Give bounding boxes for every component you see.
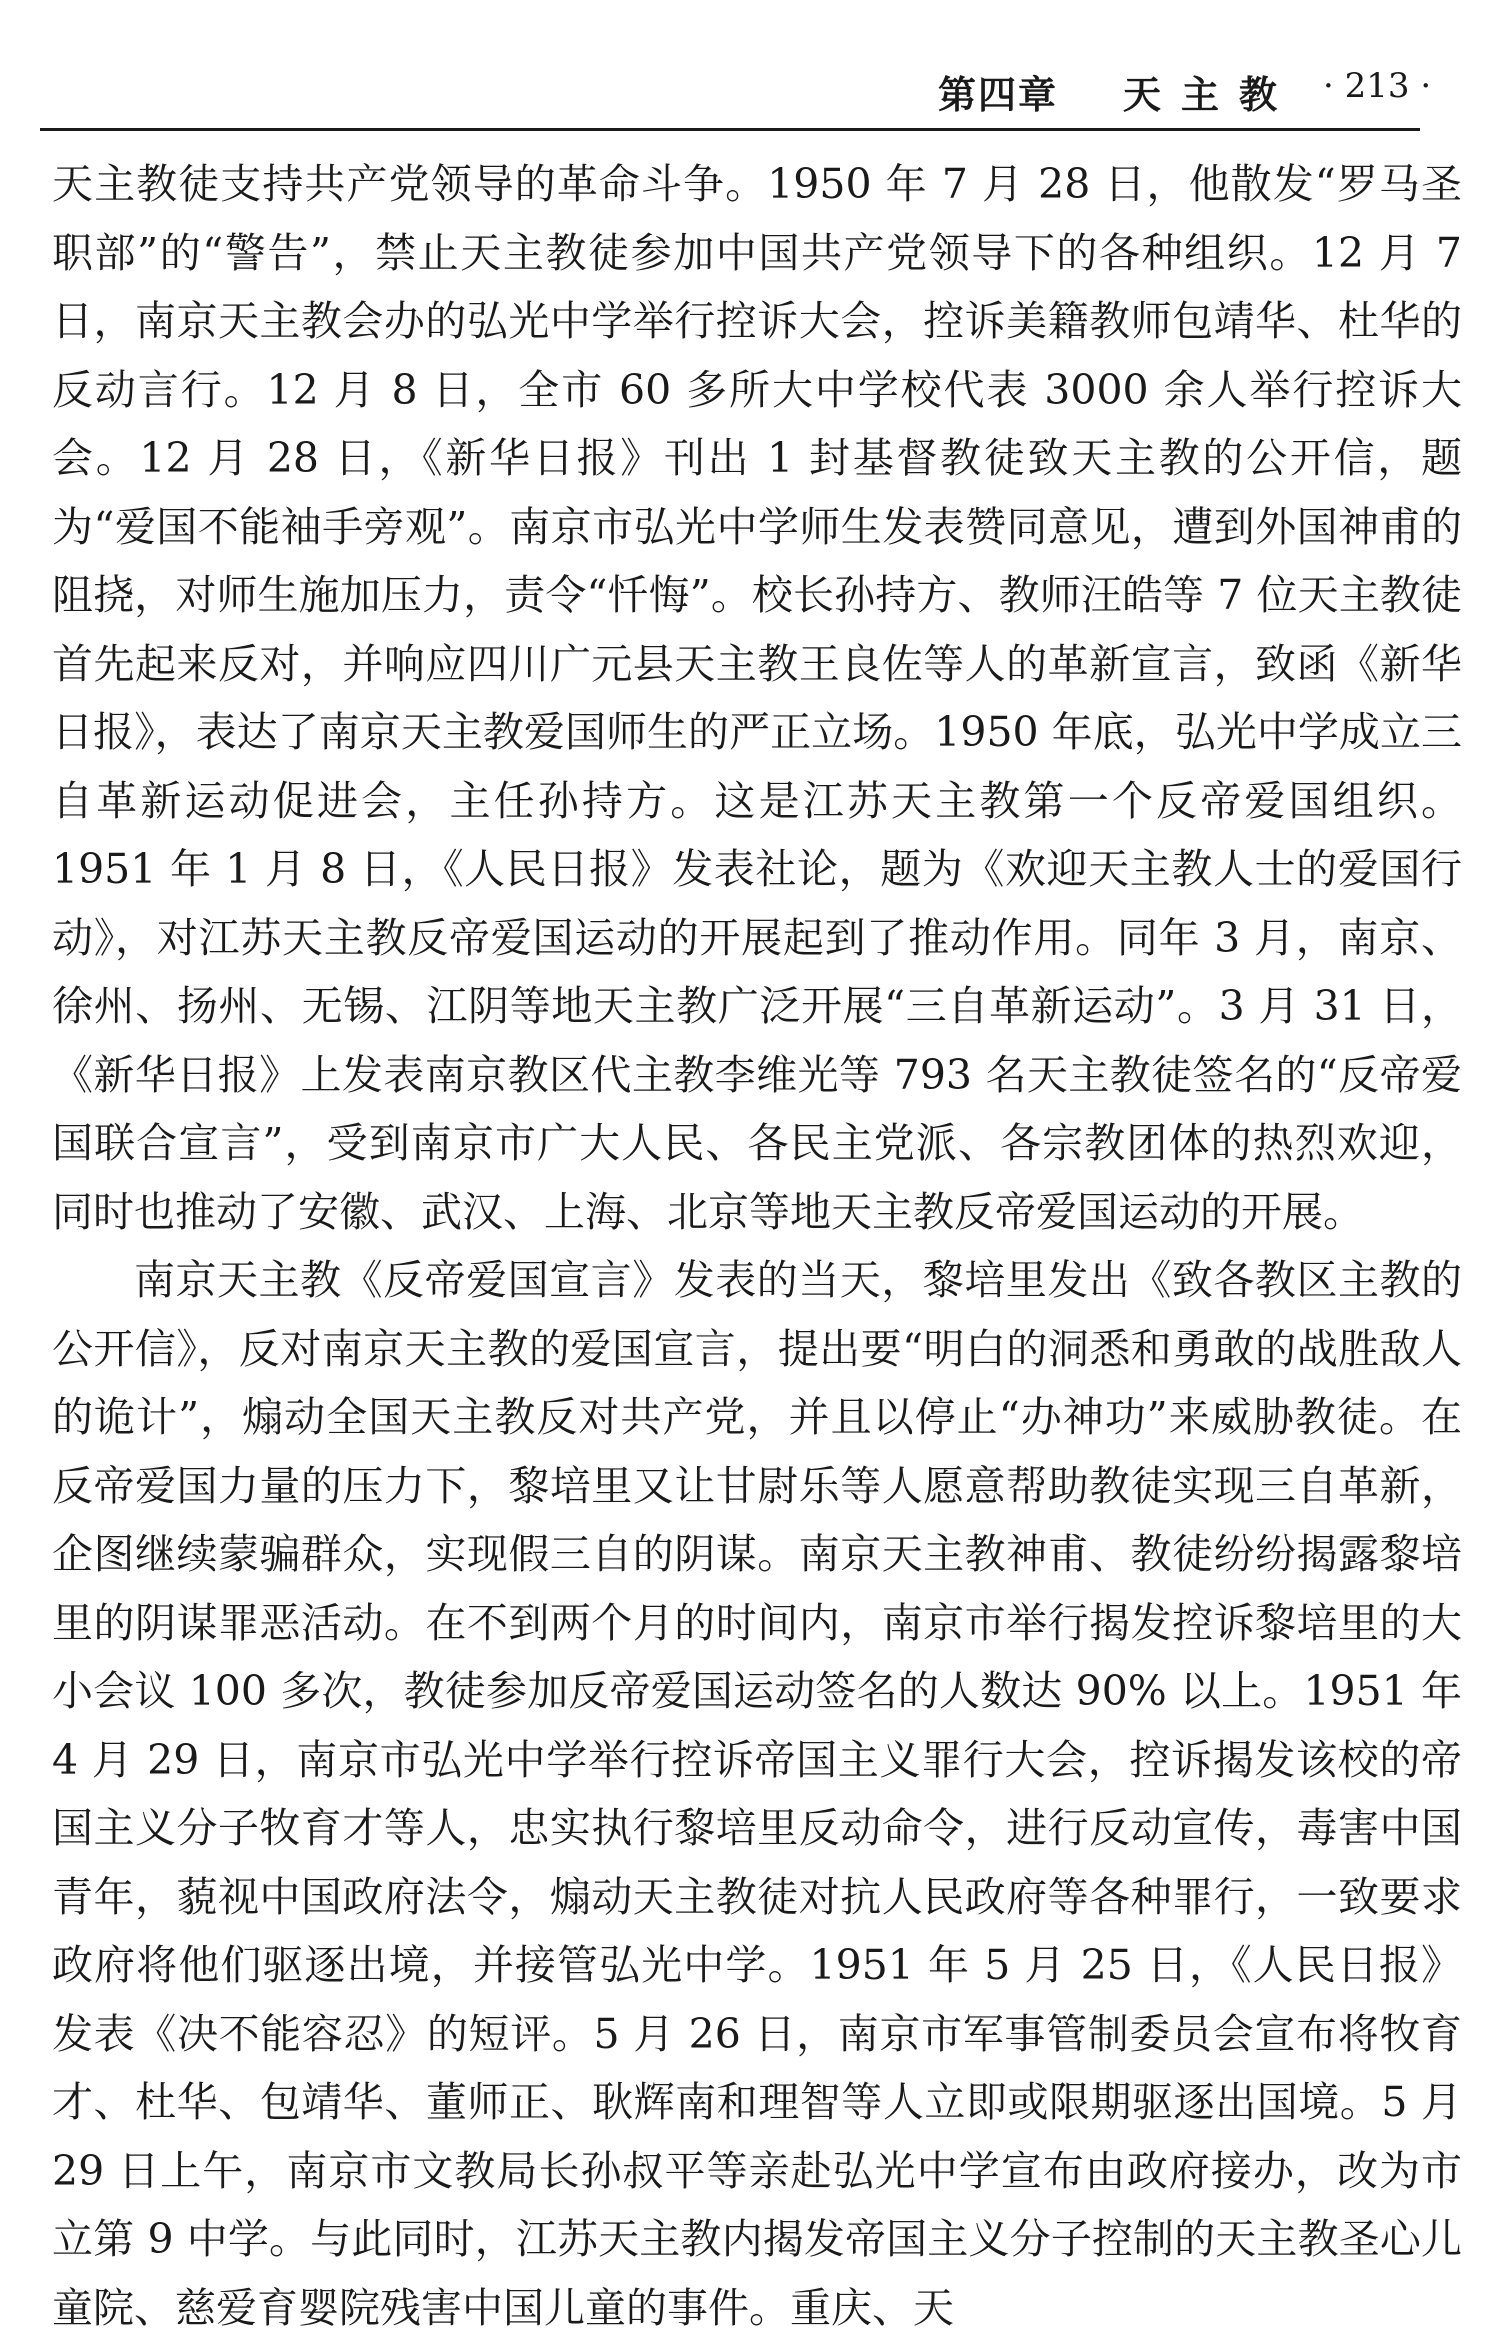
running-header [40, 58, 1432, 131]
chapter-title: 天主教 [1123, 73, 1298, 117]
body-text [52, 150, 1462, 2342]
paragraph: 南京天主教《反帝爱国宣言》发表的当天，黎培里发出《致各教区主教的公开信》，反对南京天主教的爱国宣言，提出要“明白的洞悉和勇敢的战胜敌人的诡计”，煽动全国天主教反对共产党，并且以停止“办神功”来威胁教徒。在反帝爱国力量的压力下，黎培里又让甘尉乐等人愿意帮助教徒实现三自革新，企图继续蒙骗群众，实现假三自的阴谋。南京天主教神甫、教徒纷纷揭露黎培里的阴谋罪恶活动。在不到两个月的时间内，南京市举行揭发控诉黎培里的大小会议 100 多次，教徒参加反帝爱国运动签名的人数达 90% 以上。1951 年 4 月 29 日，南京市弘光中学举行控诉帝国主义罪行大会，控诉揭发该校的帝国主义分子牧育才等人，忠实执行黎培里反动命令，进行反动宣传，毒害中国青年，藐视中国政府法令，煽动天主教徒对抗人民政府等各种罪行，一致要求政府将他们驱逐出境，并接管弘光中学。1951 年 5 月 25 日，《人民日报》发表《决不能容忍》的短评。5 月 26 日，南京市军事管制委员会宣布将牧育才、杜华、包靖华、董师正、耿辉南和理智等人立即或限期驱逐出国境。5 月 29 日上午，南京市文教局长孙叔平等亲赴弘光中学宣布由政府接办，改为市立第 9 中学。与此同时，江苏天主教内揭发帝国主义分子控制的天主教圣心儿童院、慈爱育婴院残害中国儿童的事件。重庆、天 [52, 1256, 1462, 2332]
chapter-label: 第四章 [938, 73, 1059, 117]
paragraph-continued: 天主教徒支持共产党领导的革命斗争。1950 年 7 月 28 日，他散发“罗马圣职部”的“警告”，禁止天主教徒参加中国共产党领导下的各种组织。12 月 7 日，南京天主教会办的弘光中学举行控诉大会，控诉美籍教师包靖华、杜华的反动言行。12 月 8 日，全市 60 多所大中学校代表 3000 余人举行控诉大会。12 月 28 日，《新华日报》刊出 1 封基督教徒致天主教的公开信，题为“爱国不能袖手旁观”。南京市弘光中学师生发表赞同意见，遭到外国神甫的阻挠，对师生施加压力，责令“忏悔”。校长孙持方、教师汪皓等 7 位天主教徒首先起来反对，并响应四川广元县天主教王良佐等人的革新宣言，致函《新华日报》，表达了南京天主教爱国师生的严正立场。1950 年底，弘光中学成立三自革新运动促进会，主任孙持方。这是江苏天主教第一个反帝爱国组织。1951 年 1 月 8 日，《人民日报》发表社论，题为《欢迎天主教人士的爱国行动》，对江苏天主教反帝爱国运动的开展起到了推动作用。同年 3 月，南京、徐州、扬州、无锡、江阴等地天主教广泛开展“三自革新运动”。3 月 31 日，《新华日报》上发表南京教区代主教李维光等 793 名天主教徒签名的“反帝爱国联合宣言”，受到南京市广大人民、各民主党派、各宗教团体的热烈欢迎，同时也推动了安徽、武汉、上海、北京等地天主教反帝爱国运动的开展。 [52, 160, 1462, 1236]
page-number: · 213 · [1323, 66, 1432, 106]
